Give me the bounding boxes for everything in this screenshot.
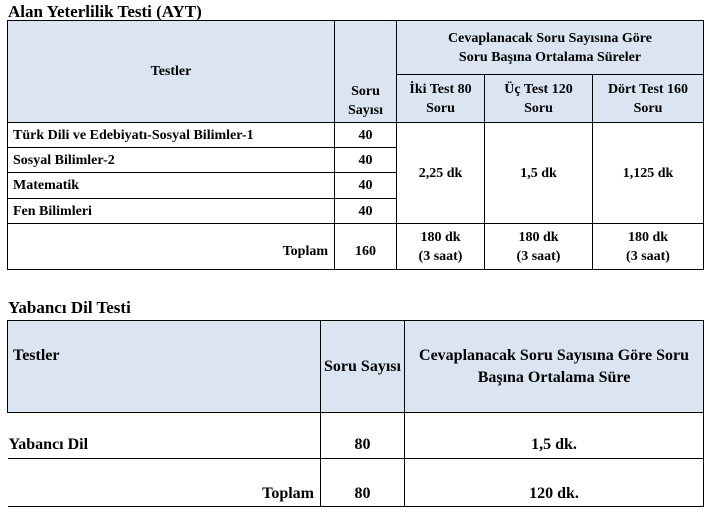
ydt-header-tests: Testler — [8, 321, 321, 413]
ayt-total-uc-saat: (3 saat) — [516, 248, 561, 264]
ayt-row-count: 40 — [335, 148, 397, 173]
ayt-total-dort-saat: (3 saat) — [626, 248, 670, 264]
ydt-table — [7, 320, 704, 507]
ayt-total-dort-dk: 180 dk — [627, 229, 669, 245]
ayt-header-soru-sayisi: Soru Sayısı — [335, 21, 397, 123]
ydt-total-label: Toplam — [8, 459, 321, 507]
ayt-avg-iki: 2,25 dk — [397, 123, 485, 224]
ayt-title: Alan Yeterlilik Testi (AYT) — [8, 2, 202, 21]
ayt-table — [7, 20, 704, 270]
ayt-total-count: 160 — [335, 224, 397, 270]
ayt-header-iki-test: İki Test 80 Soru — [397, 75, 485, 123]
ydt-row-name: Yabancı Dil — [8, 413, 321, 459]
ayt-total-iki — [397, 224, 485, 270]
ayt-row-count: 40 — [335, 123, 397, 148]
ayt-row-count: 40 — [335, 199, 397, 224]
ayt-header-tests: Testler — [8, 21, 335, 123]
ayt-row-name: Türk Dili ve Edebiyatı-Sosyal Bilimler-1 — [8, 123, 335, 148]
ayt-row-name: Sosyal Bilimler-2 — [8, 148, 335, 173]
ydt-row-count: 80 — [321, 413, 405, 459]
ayt-header-dort-test: Dört Test 160 Soru — [593, 75, 704, 123]
ayt-total-iki-dk: 180 dk — [420, 229, 461, 245]
ayt-header-uc-test: Üç Test 120 Soru — [485, 75, 593, 123]
ayt-header-group: Cevaplanacak Soru Sayısına Göre Soru Başına Ortalama Süreler — [397, 21, 704, 75]
ayt-avg-dort: 1,125 dk — [593, 123, 704, 224]
ydt-row-sure: 1,5 dk. — [405, 413, 704, 459]
ayt-total-iki-saat: (3 saat) — [418, 248, 463, 264]
ydt-header-soru-sayisi: Soru Sayısı — [321, 321, 405, 413]
ydt-title: Yabancı Dil Testi — [8, 298, 131, 317]
ayt-total-label: Toplam — [8, 224, 335, 270]
ydt-header-sure: Cevaplanacak Soru Sayısına Göre Soru Başına Ortalama Süre — [405, 321, 704, 413]
ayt-row-count: 40 — [335, 173, 397, 199]
ayt-row-name: Matematik — [8, 173, 335, 199]
ydt-total-sure: 120 dk. — [405, 459, 704, 507]
ayt-row-name: Fen Bilimleri — [8, 199, 335, 224]
ayt-avg-uc: 1,5 dk — [485, 123, 593, 224]
ydt-total-count: 80 — [321, 459, 405, 507]
ayt-total-uc-dk: 180 dk — [518, 229, 559, 245]
ayt-total-uc — [485, 224, 593, 270]
ayt-total-dort — [593, 224, 704, 270]
